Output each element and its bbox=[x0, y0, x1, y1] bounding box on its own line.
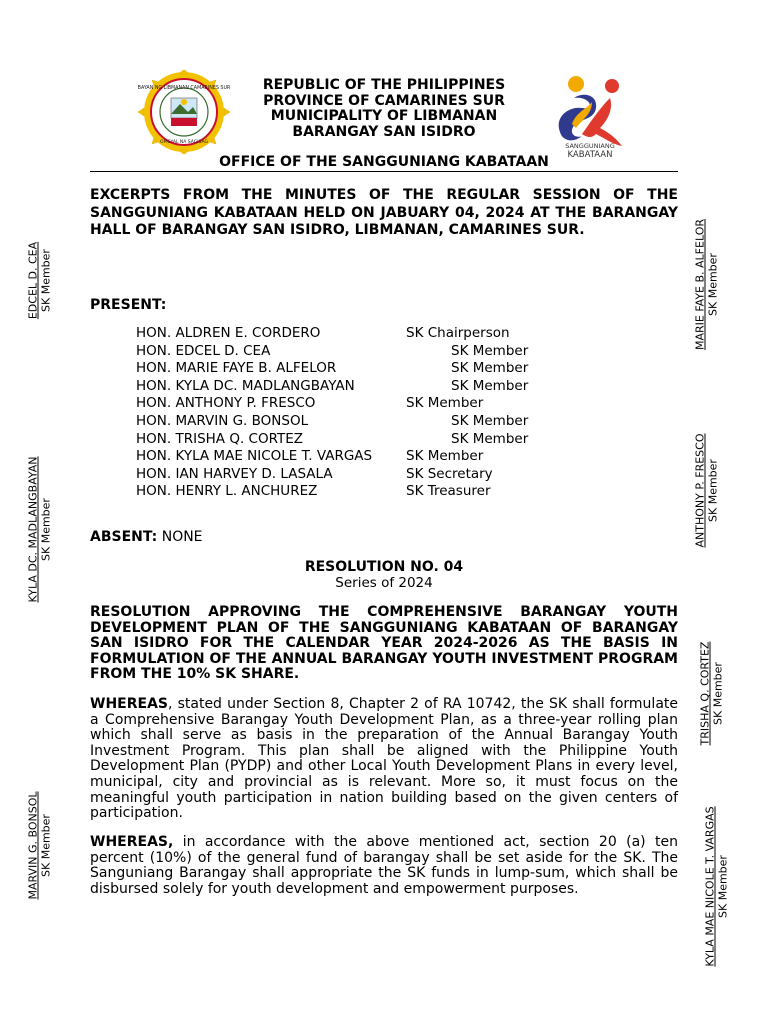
member-name: HON. KYLA DC. MADLANGBAYAN bbox=[136, 377, 355, 394]
present-label: PRESENT: bbox=[90, 297, 167, 313]
signature-role: SK Member bbox=[716, 855, 729, 918]
header-rule bbox=[90, 171, 678, 172]
signature-name: MARVIN G. BONSOL bbox=[26, 791, 40, 900]
side-signature-left-3 bbox=[28, 781, 53, 911]
member-row bbox=[136, 483, 576, 501]
member-row bbox=[136, 378, 576, 396]
member-name: HON. MARIE FAYE B. ALFELOR bbox=[136, 360, 337, 377]
whereas-paragraph-2 bbox=[90, 835, 678, 897]
member-row bbox=[136, 431, 576, 449]
member-name: HON. HENRY L. ANCHUREZ bbox=[136, 483, 318, 500]
sangguniang-kabataan-logo bbox=[552, 72, 628, 158]
excerpt-paragraph: EXCERPTS FROM THE MINUTES OF THE REGULAR SESSION OF THE SANGGUNIANG KABATAAN HELD ON JABUARY 04, 2024 AT THE BARANGAY HALL OF BARANGAY SAN ISIDRO, LIBMANAN, CAMARINES SUR. bbox=[90, 187, 678, 238]
member-name: HON. MARVIN G. BONSOL bbox=[136, 412, 309, 429]
whereas-text: in accordance with the above mentioned act, section 20 (a) ten percent (10%) of the general fund of barangay shall be set aside for the SK. The Sanguniang Barangay shall appropriate the SK funds in lump-sum, which shall be disbursed solely for youth development and empowerment purposes. bbox=[90, 834, 678, 897]
header-line-republic: REPUBLIC OF THE PHILIPPINES bbox=[262, 77, 506, 93]
member-name: HON. TRISHA Q. CORTEZ bbox=[136, 430, 303, 447]
whereas-text: , stated under Section 8, Chapter 2 of RA 10742, the SK shall formulate a Comprehensive Barangay Youth Development Plan, as a three-year rolling plan which shall serve as basis in the preparation of the Annual Barangay Youth Investment Program. This plan shall be aligned with the Philippine Youth Development Plan (PYDP) and other Local Youth Development Plans in every level, municipal, city and provincial as is relevant. More so, it must focus on the meaningful youth participation in nation building based on the given centers of participation. bbox=[90, 696, 678, 822]
member-position: SK Member bbox=[451, 412, 529, 429]
absent-value: NONE bbox=[161, 529, 203, 545]
signature-role: SK Member bbox=[706, 253, 719, 316]
absent-line bbox=[90, 529, 203, 545]
seal-top-text: BAYAN NG LIBMANAN CAMARINES SUR bbox=[137, 86, 231, 91]
resolution-title: RESOLUTION APPROVING THE COMPREHENSIVE BARANGAY YOUTH DEVELOPMENT PLAN OF THE SANGGUNIANG KABATAAN OF BARANGAY SAN ISIDRO FOR THE CALENDAR YEAR 2024-2026 AS THE BASIS IN FORMULATION OF THE ANNUAL BARANGAY YOUTH INVESTMENT PROGRAM FROM THE 10% SK SHARE. bbox=[90, 604, 678, 683]
side-signature-right-4 bbox=[705, 802, 730, 972]
signature-name: EDCEL D. CEA bbox=[26, 241, 40, 320]
whereas-lead: WHEREAS bbox=[90, 696, 168, 712]
side-signature-right-1 bbox=[695, 210, 720, 360]
member-row bbox=[136, 360, 576, 378]
signature-role: SK Member bbox=[39, 498, 52, 561]
member-row bbox=[136, 395, 576, 413]
member-position: SK Chairperson bbox=[406, 325, 510, 341]
signature-name: KYLA DC. MADLANGBAYAN bbox=[26, 456, 40, 603]
resolution-series: Series of 2024 bbox=[335, 575, 433, 591]
signature-role: SK Member bbox=[711, 662, 724, 725]
header-line-barangay: BARANGAY SAN ISIDRO bbox=[292, 123, 476, 140]
logo-label-sangguniang: SANGGUNIANG bbox=[565, 142, 615, 150]
member-position: SK Member bbox=[451, 342, 529, 359]
logo-label-kabataan: KABATAAN bbox=[567, 150, 613, 158]
member-name: HON. KYLA MAE NICOLE T. VARGAS bbox=[136, 448, 373, 465]
member-name: HON. ALDREN E. CORDERO bbox=[136, 325, 321, 341]
header-line-municipality: MUNICIPALITY OF LIBMANAN bbox=[270, 108, 498, 124]
member-row bbox=[136, 413, 576, 431]
whereas-lead: WHEREAS, bbox=[90, 834, 174, 850]
member-position: SK Member bbox=[406, 395, 484, 412]
header-lines bbox=[240, 78, 528, 140]
signature-role: SK Member bbox=[39, 249, 52, 312]
member-row bbox=[136, 466, 576, 484]
signature-role: SK Member bbox=[39, 814, 52, 877]
whereas-paragraph-1 bbox=[90, 697, 678, 822]
municipal-seal-logo bbox=[134, 70, 234, 154]
member-row bbox=[136, 325, 576, 343]
signature-role: SK Member bbox=[706, 459, 719, 522]
member-position: SK Member bbox=[451, 360, 529, 377]
office-title: OFFICE OF THE SANGGUNIANG KABATAAN bbox=[219, 154, 549, 170]
signature-name: ANTHONY P. FRESCO bbox=[693, 433, 707, 548]
side-signature-left-2 bbox=[28, 450, 53, 610]
member-row bbox=[136, 343, 576, 361]
member-name: HON. IAN HARVEY D. LASALA bbox=[136, 465, 333, 482]
signature-name: KYLA MAE NICOLE T. VARGAS bbox=[703, 806, 717, 967]
members-list bbox=[136, 325, 576, 501]
member-position: SK Member bbox=[451, 430, 529, 447]
seal-bottom-text: OPISYAL NA SAGISAG bbox=[160, 140, 208, 145]
member-position: SK Secretary bbox=[406, 465, 493, 482]
side-signature-left-1 bbox=[28, 221, 53, 341]
member-position: SK Treasurer bbox=[406, 483, 491, 500]
signature-name: MARIE FAYE B. ALFELOR bbox=[693, 219, 707, 351]
member-position: SK Member bbox=[451, 377, 529, 394]
member-position: SK Member bbox=[406, 448, 484, 465]
signature-name: TRISHA Q. CORTEZ bbox=[698, 641, 712, 746]
absent-label: ABSENT: bbox=[90, 529, 158, 545]
member-name: HON. EDCEL D. CEA bbox=[136, 342, 271, 359]
side-signature-right-3 bbox=[700, 629, 725, 759]
resolution-number: RESOLUTION NO. 04 bbox=[304, 559, 464, 575]
member-name: HON. ANTHONY P. FRESCO bbox=[136, 395, 316, 412]
side-signature-right-2 bbox=[695, 426, 720, 556]
member-row bbox=[136, 448, 576, 466]
header-line-province: PROVINCE OF CAMARINES SUR bbox=[263, 92, 505, 109]
